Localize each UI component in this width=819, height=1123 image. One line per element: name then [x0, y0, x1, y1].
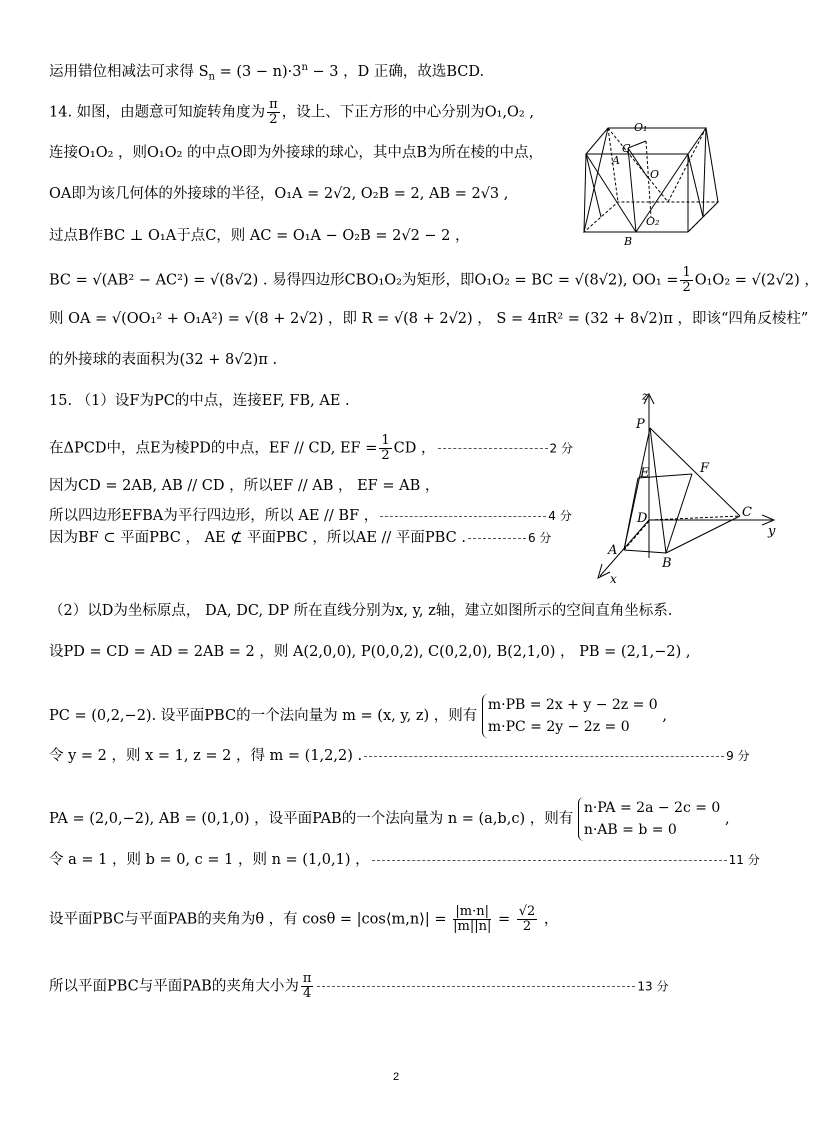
label-B: B	[662, 556, 672, 571]
p14-line-e: BC = √(AB² − AC²) = √(8√2) . 易得四边形CBO₁O₂为矩形，即O₁O₂ = BC = √(8√2), OO₁ = $\frac{1}{2}$ O₁O₂ = √(2√2) ，	[49, 265, 819, 295]
p15-line-g: 设PD = CD = AD = 2AB = 2 ，则 A(2,0,0), P(0,0,2), C(0,2,0), B(2,1,0) ， PB = (2,1,−2) ,	[49, 644, 691, 660]
segment-AE	[624, 478, 638, 550]
label-A: A	[608, 543, 618, 558]
p15-line-h: PC = (0,2,−2). 设平面PBC的一个法向量为 m = (x, y, z) ，则有 m·PB = 2x + y − 2z = 0 m·PC = 2y − 2z = 0 ,	[49, 694, 667, 738]
label-y: y	[768, 524, 776, 539]
label-E: E	[640, 466, 650, 481]
p15-line-e: 因为BF ⊂ 平面PBC ， AE ⊄ 平面PBC ，所以AE // 平面PBC . 6 分	[49, 530, 552, 546]
p14-line-f: 则 OA = √(OO₁² + O₁A²) = √(8 + 2√2) ，即 R = √(8 + 2√2) ， S = 4πR² = (32 + 8√2)π ，即该“四角反棱柱”	[49, 311, 809, 327]
line-1: 运用错位相减法可求得 $S_n = (3 - n)\cdot 3^n - 3$ ，D 正确，故选BCD.	[49, 62, 485, 83]
label-B: B	[624, 235, 633, 248]
label-C: C	[742, 505, 752, 520]
label-O: O	[650, 168, 660, 181]
p14-line-g: 的外接球的表面积为(32 + 8√2)π .	[49, 352, 278, 368]
p14-line-d: 过点B作BC ⊥ O₁A于点C，则 AC = O₁A − O₂B = 2√2 − 2 ，	[49, 228, 470, 244]
label-C: C	[622, 142, 631, 155]
page-number: 2	[393, 1071, 400, 1083]
p14-line-c: OA即为该几何体的外接球的半径，O₁A = 2√2, O₂B = 2, AB = 2√3 ,	[49, 186, 509, 202]
segment-FB	[666, 474, 692, 553]
equation-system: m·PB = 2x + y − 2z = 0 m·PC = 2y − 2z = 0	[482, 694, 658, 738]
antiprism-figure	[578, 112, 728, 250]
p15-line-m: 所以平面PBC与平面PAB的夹角大小为 $\frac{\pi}{4}$ 13 分	[49, 971, 669, 1001]
p15-line-j: PA = (2,0,−2), AB = (0,1,0) ，设平面PAB的一个法向量为 n = (a,b,c) ，则有 n·PA = 2a − 2c = 0 n·AB = b = 0 ,	[49, 797, 730, 841]
fraction: $\frac{\pi}{4}$	[302, 971, 312, 1001]
label-P: P	[636, 417, 645, 432]
p15-line-l: 设平面PBC与平面PAB的夹角为θ ，有 cosθ = |cos⟨m,n⟩| = $\frac{|m\cdot n|}{|m||n|}$ = $\frac{√2}{2}$ ，	[49, 904, 559, 934]
edge-AB	[624, 550, 666, 553]
label-O2: O₂	[646, 215, 660, 228]
fraction: $\frac{1}{2}$	[682, 265, 691, 295]
p15-line-f: （2）以D为坐标原点， DA, DC, DP 所在直线分别为x, y, z轴，建立如图所示的空间直角坐标系.	[49, 603, 673, 619]
fraction: $\frac{1}{2}$	[381, 433, 390, 463]
edge-PB	[650, 428, 666, 553]
p15-line-b: 在ΔPCD中，点E为棱PD的中点，EF // CD, EF = $\frac{1}{2}$ CD ， 2 分	[49, 433, 573, 463]
fraction: $\frac{|m\cdot n|}{|m||n|}$	[453, 904, 492, 934]
p14-line-b: 连接O₁O₂ ，则O₁O₂ 的中点O即为外接球的球心，其中点B为所在棱的中点，	[49, 145, 544, 161]
label-D: D	[637, 511, 648, 526]
p15-line-d: 所以四边形EFBA为平行四边形，所以 AE // BF ， 4 分	[49, 508, 572, 524]
equation-system: n·PA = 2a − 2c = 0 n·AB = b = 0	[578, 797, 721, 841]
edge-BC	[666, 516, 740, 553]
p15-line-k: 令 a = 1 ，则 b = 0, c = 1 ，则 n = (1,0,1) ， 11 分	[49, 852, 760, 868]
p15-line-a: 15. （1）设F为PC的中点，连接EF, FB, AE .	[49, 393, 350, 409]
label-z: z	[642, 389, 649, 403]
label-x: x	[610, 572, 617, 586]
label-A: A	[612, 154, 620, 167]
pyramid-figure	[592, 390, 788, 590]
fraction: $\frac{\pi}{2}$	[269, 97, 278, 127]
p15-line-i: 令 y = 2 ，则 x = 1, z = 2 ，得 m = (1,2,2) . 9 分	[49, 748, 750, 764]
p14-line-a: 14. 如图，由题意可知旋转角度为 $\frac{\pi}{2}$ ，设上、下正方形的中心分别为O₁,O₂ ,	[49, 97, 534, 127]
label-F: F	[700, 461, 710, 476]
p15-line-c: 因为CD = 2AB, AB // CD ，所以EF // AB ， EF = AB ，	[49, 478, 440, 494]
label-O1: O₁	[634, 121, 648, 134]
edge-PC	[650, 428, 740, 516]
fraction: $\frac{√2}{2}$	[518, 904, 536, 934]
